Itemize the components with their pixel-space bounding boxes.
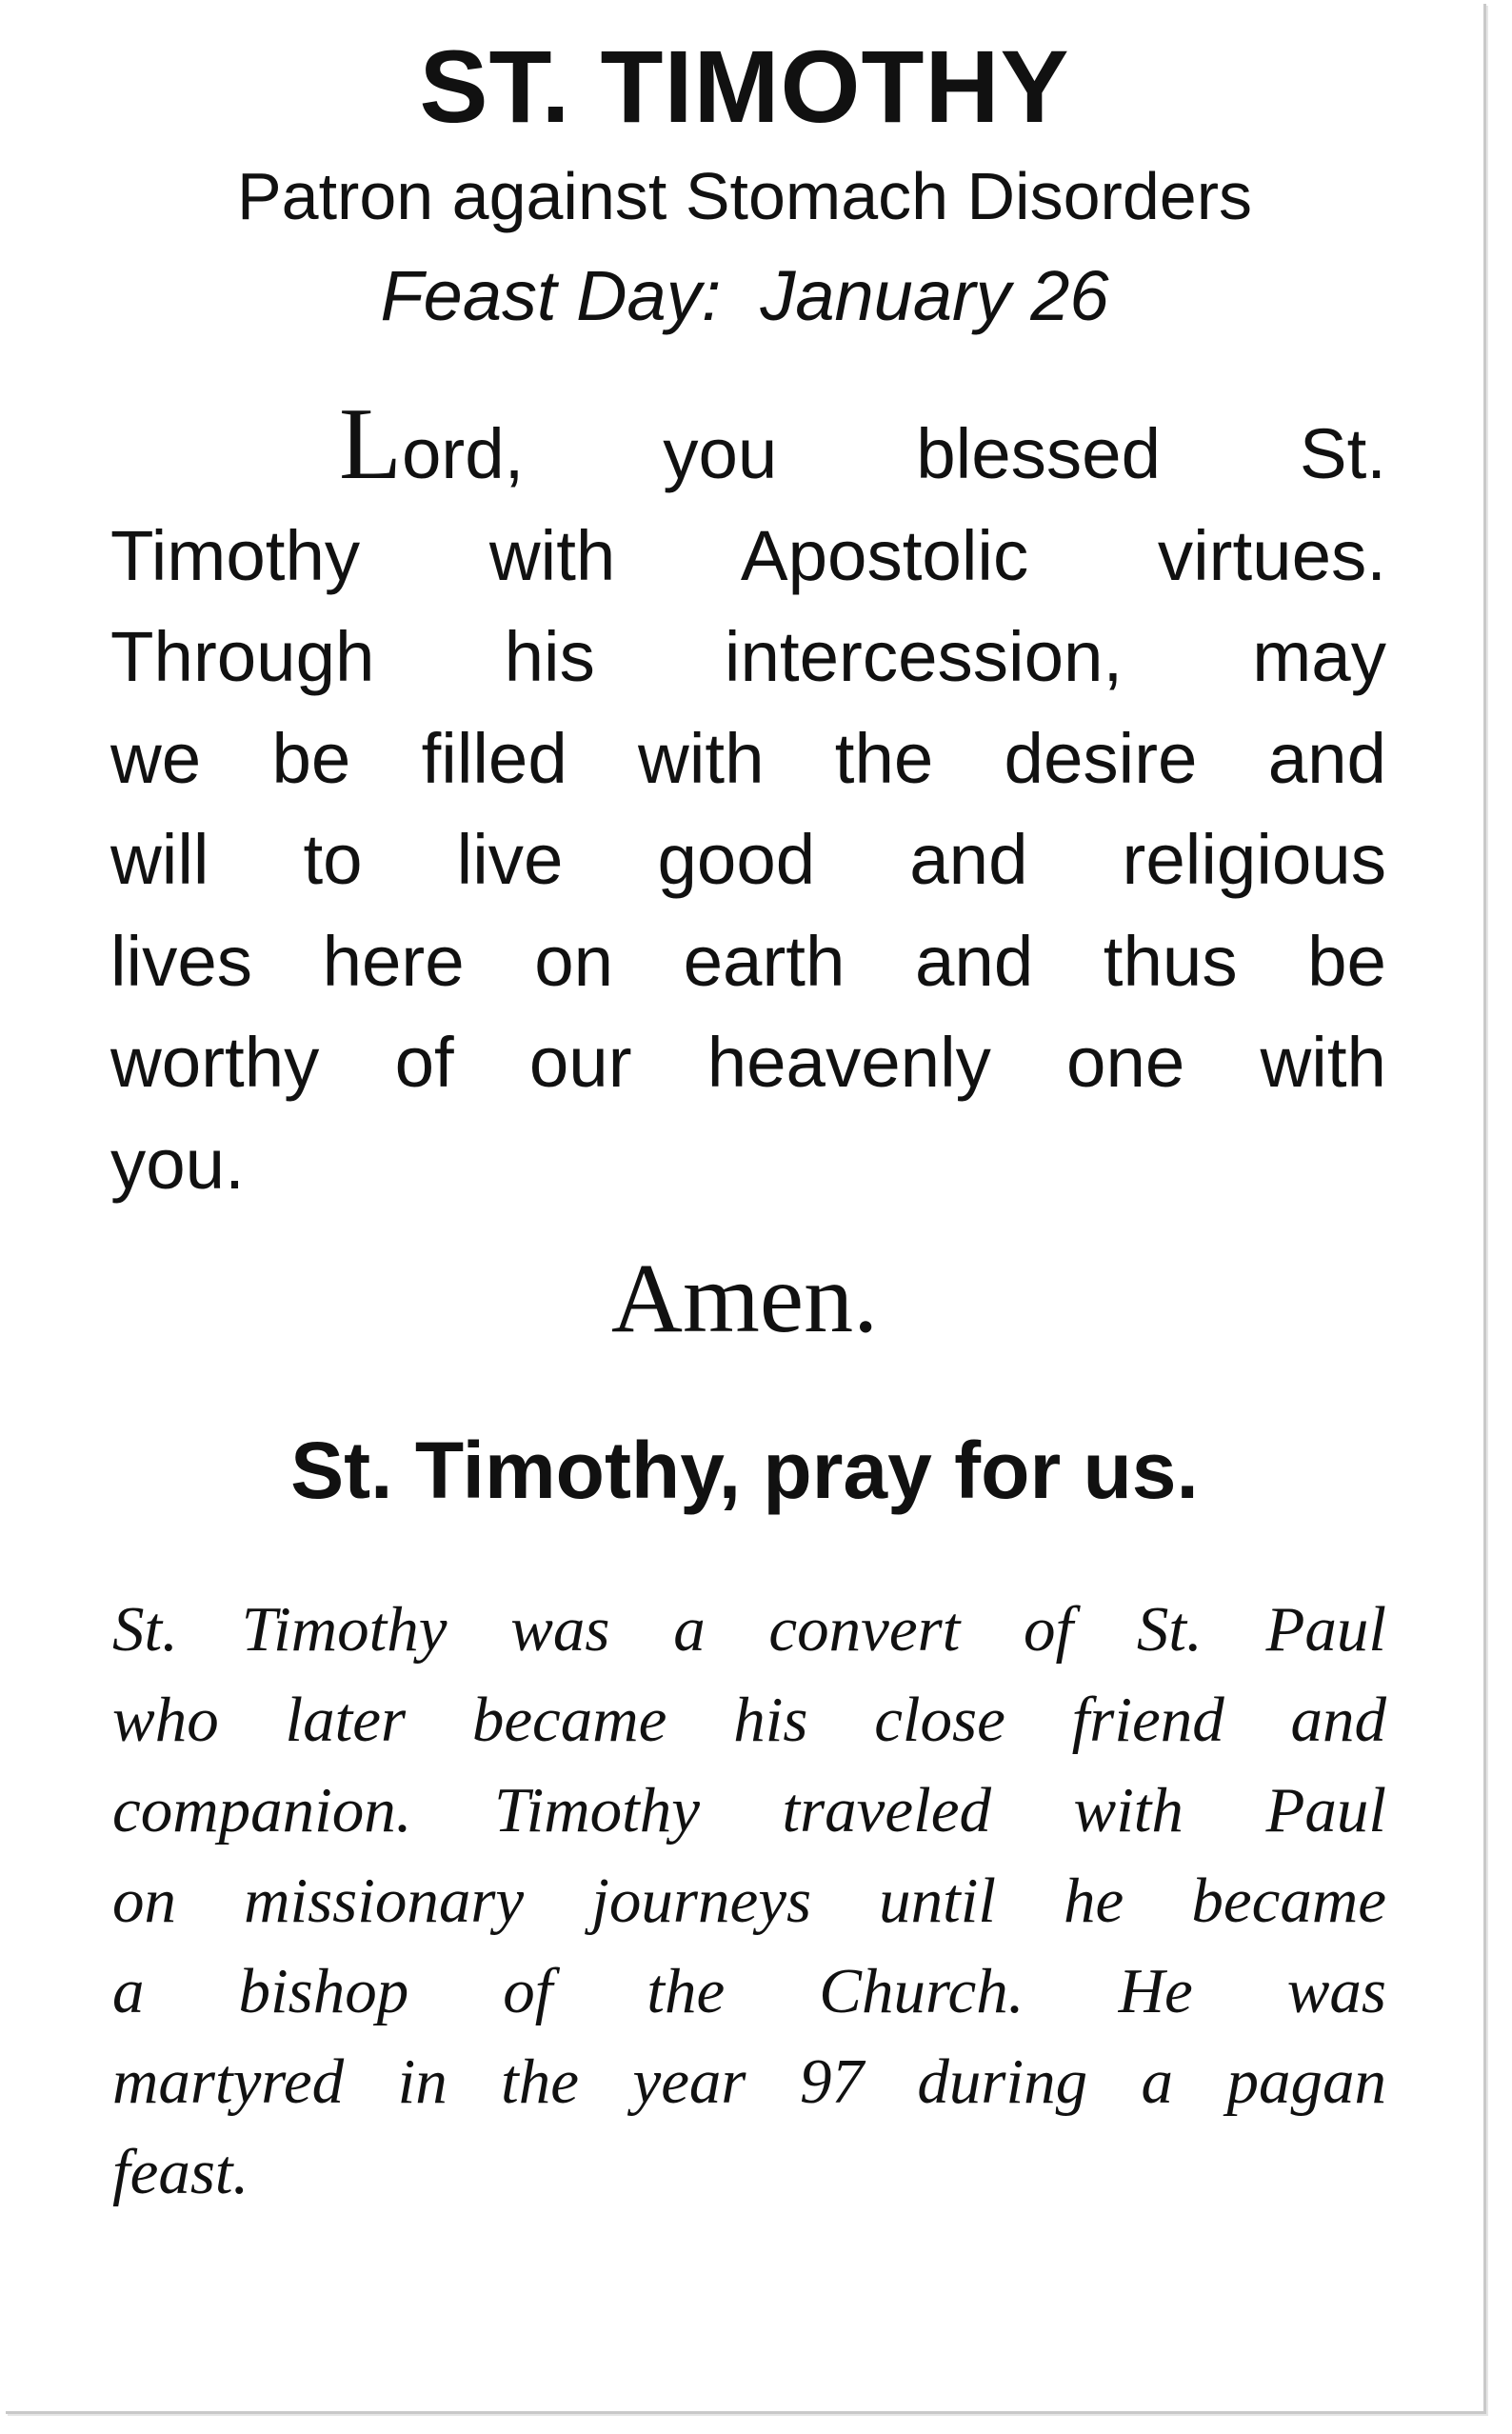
prayer-line-text: ord, you blessed St. [401, 414, 1386, 493]
prayer-line: will to live good and religious [110, 820, 1386, 899]
amen: Amen. [610, 1244, 879, 1353]
biography-line: St. Timothy was a convert of St. Paul [112, 1594, 1386, 1665]
feast-day-text: Feast Day: January 26 [380, 256, 1109, 335]
prayer-card [6, 4, 1486, 2414]
saint-title: ST. TIMOTHY [419, 29, 1070, 144]
prayer-line: worthy of our heavenly one with [110, 1023, 1386, 1102]
biography-line: on missionary journeys until he became [112, 1865, 1386, 1936]
prayer-line: you. [110, 1124, 245, 1204]
feast-day [6, 253, 1483, 339]
biography-line: martyred in the year 97 during a pagan [112, 2046, 1386, 2117]
prayer-line: Through his intercession, may [110, 617, 1386, 696]
biography-line: feast. [112, 2137, 249, 2207]
prayer-line [110, 388, 1386, 506]
biography-line: who later became his close friend and [112, 1685, 1386, 1755]
patronage-subtitle: Patron against Stomach Disorders [236, 159, 1253, 233]
prayer-line: lives here on earth and thus be [110, 921, 1386, 1001]
prayer-line: we be filled with the desire and [110, 718, 1386, 798]
prayer-text [110, 388, 1386, 1215]
prayer-line: Timothy with Apostolic virtues. [110, 515, 1386, 595]
biography-line: a bishop of the Church. He was [112, 1956, 1386, 2026]
biography-line: companion. Timothy traveled with Paul [112, 1775, 1386, 1845]
invocation: St. Timothy, pray for us. [290, 1426, 1199, 1515]
prayer-dropcap: L [339, 388, 402, 501]
biography [112, 1585, 1386, 2218]
